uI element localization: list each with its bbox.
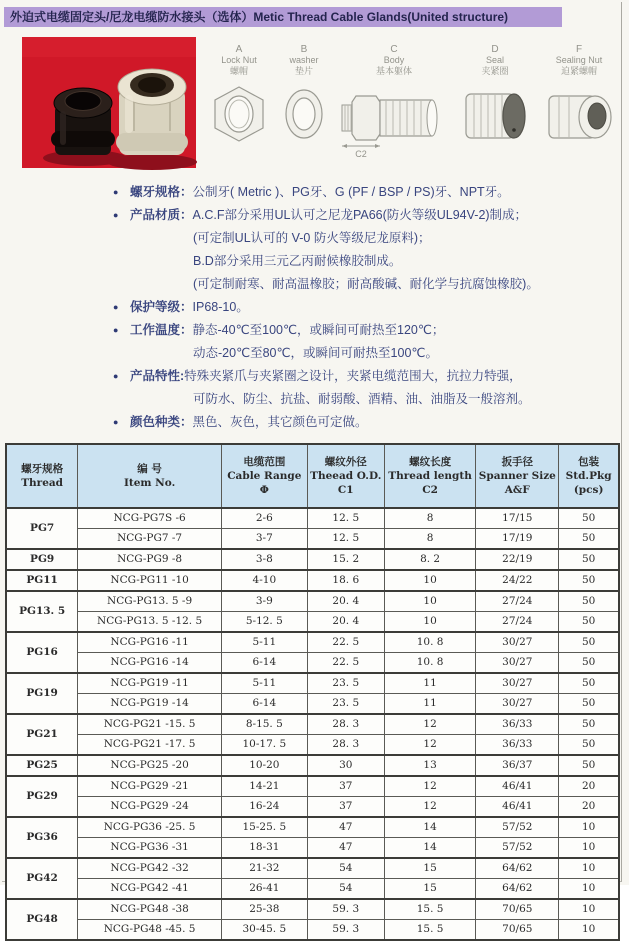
cell-std-pkg: 20 [559,776,619,797]
spec-item [112,296,624,319]
cell-thread-od: 54 [307,879,384,900]
cell-thread-length: 8. 2 [384,549,476,570]
cell-spanner-size: 64/62 [476,879,559,900]
cell-item-no: NCG-PG25 -20 [78,755,222,776]
cell-thread-length: 8 [384,529,476,550]
cell-spanner-size: 36/37 [476,755,559,776]
thread-group-cell: PG29 [6,776,78,817]
cell-item-no: NCG-PG19 -14 [78,694,222,715]
thread-group-cell: PG42 [6,858,78,899]
cell-cable-range: 2-6 [221,508,307,529]
table-row [6,755,619,776]
cell-cable-range: 5-11 [221,673,307,694]
cell-item-no: NCG-PG36 -31 [78,838,222,859]
cell-cable-range: 6-14 [221,694,307,715]
table-row [6,612,619,633]
cell-std-pkg: 50 [559,508,619,529]
cell-thread-length: 10. 8 [384,653,476,674]
spec-text: IP68-10。 [192,300,249,314]
table-row [6,591,619,612]
spec-line [130,411,624,434]
column-header: 编 号 Item No. [78,444,222,508]
part-letter: C [390,44,398,55]
spec-table-header-row [6,444,619,508]
cell-thread-length: 12 [384,714,476,735]
cell-item-no: NCG-PG36 -25. 5 [78,817,222,838]
cell-std-pkg: 10 [559,899,619,920]
seal-drawing [456,83,534,145]
cell-item-no: NCG-PG42 -41 [78,879,222,900]
spec-label: 产品材质： [130,208,193,222]
cell-thread-od: 37 [307,797,384,818]
part-name-cn: 垫片 [294,66,313,76]
diagram-part-seal [454,44,536,169]
cell-std-pkg: 20 [559,797,619,818]
spec-table [5,443,620,941]
diagram-part-washer [274,44,334,169]
dimension-label-c2: C2 [355,149,367,159]
cell-std-pkg: 50 [559,755,619,776]
spec-line [130,296,624,319]
thread-group-cell: PG36 [6,817,78,858]
table-row [6,653,619,674]
thread-group-cell: PG19 [6,673,78,714]
cell-std-pkg: 50 [559,570,619,591]
cell-thread-od: 47 [307,817,384,838]
cell-std-pkg: 50 [559,714,619,735]
cell-thread-length: 15 [384,879,476,900]
cell-cable-range: 8-15. 5 [221,714,307,735]
part-name-en: Body [383,55,405,65]
cell-cable-range: 18-31 [221,838,307,859]
diagram-part-body [334,44,454,169]
cell-spanner-size: 36/33 [476,714,559,735]
part-name-en: Lock Nut [221,55,257,65]
cell-item-no: NCG-PG29 -24 [78,797,222,818]
cell-cable-range: 30-45. 5 [221,920,307,941]
column-header: 包装 Std.Pkg (pcs) [559,444,619,508]
spec-line: (可定制UL认可的 V-0 防火等级尼龙原料)； [193,231,431,245]
table-row [6,797,619,818]
spec-item [112,411,624,434]
cell-item-no: NCG-PG9 -8 [78,549,222,570]
cell-item-no: NCG-PG16 -11 [78,632,222,653]
cell-item-no: NCG-PG11 -10 [78,570,222,591]
cell-spanner-size: 22/19 [476,549,559,570]
table-row [6,838,619,859]
cell-std-pkg: 50 [559,694,619,715]
part-name-en: Seal [485,55,504,65]
spec-line: B.D部分采用三元乙丙耐候橡胶制成。 [193,254,402,268]
cell-item-no: NCG-PG7S -6 [78,508,222,529]
spec-item [112,204,624,296]
cell-thread-od: 20. 4 [307,591,384,612]
cell-thread-od: 23. 5 [307,694,384,715]
table-row [6,714,619,735]
part-name-cn: 基本躯体 [375,66,412,76]
cell-thread-od: 22. 5 [307,632,384,653]
cell-thread-length: 14 [384,817,476,838]
table-row [6,529,619,550]
table-row [6,879,619,900]
cell-thread-length: 12 [384,776,476,797]
part-name-en: washer [289,55,319,65]
bullet-icon: ● [113,325,119,335]
cell-cable-range: 21-32 [221,858,307,879]
cell-thread-length: 13 [384,755,476,776]
page-title: 外迫式电缆固定头/尼龙电缆防水接头（选体）Metic Thread Cable Glands(United structure) [4,7,562,27]
cell-thread-od: 22. 5 [307,653,384,674]
table-row [6,673,619,694]
thread-group-cell: PG11 [6,570,78,591]
part-name-en: Sealing Nut [555,55,603,65]
spec-item [112,181,624,204]
table-row [6,858,619,879]
spec-line: (可定制耐寒、耐高温橡胶；耐高酸碱、耐化学与抗腐蚀橡胶)。 [193,277,539,291]
cell-thread-length: 15 [384,858,476,879]
product-photo [22,37,196,168]
washer-drawing [275,83,333,145]
cell-item-no: NCG-PG16 -14 [78,653,222,674]
part-name-cn: 螺帽 [229,66,248,76]
thread-group-cell: PG16 [6,632,78,673]
cell-thread-od: 54 [307,858,384,879]
table-row [6,817,619,838]
thread-group-cell: PG9 [6,549,78,570]
cell-cable-range: 6-14 [221,653,307,674]
cell-thread-length: 11 [384,694,476,715]
cell-std-pkg: 50 [559,673,619,694]
part-letter: F [575,44,583,55]
thread-group-cell: PG21 [6,714,78,755]
cell-item-no: NCG-PG42 -32 [78,858,222,879]
part-letter: B [300,44,308,55]
bullet-icon: ● [113,302,119,312]
table-row [6,735,619,756]
column-header: 螺纹长度 Thread length C2 [384,444,476,508]
cell-thread-od: 12. 5 [307,529,384,550]
part-letter: D [491,44,499,55]
cell-std-pkg: 50 [559,735,619,756]
spec-label: 保护等级： [130,300,193,314]
cell-thread-od: 30 [307,755,384,776]
cell-std-pkg: 50 [559,632,619,653]
spec-text: 特殊夹紧爪与夹紧圈之设计，夹紧电缆范围大，抗拉力特强， [184,369,522,383]
cell-thread-length: 12 [384,735,476,756]
thread-group-cell: PG48 [6,899,78,940]
spec-label: 螺牙规格： [130,185,193,199]
cell-thread-length: 15. 5 [384,920,476,941]
spec-line [130,181,624,204]
cell-cable-range: 14-21 [221,776,307,797]
body-drawing [335,83,453,159]
cell-thread-od: 15. 2 [307,549,384,570]
cell-thread-length: 15. 5 [384,899,476,920]
column-header: 螺纹外径 Theead O.D. C1 [307,444,384,508]
cell-spanner-size: 17/19 [476,529,559,550]
spec-text: A.C.F部分采用UL认可之尼龙PA66(防火等级UL94V-2)制成； [192,208,528,222]
cell-cable-range: 3-8 [221,549,307,570]
cell-std-pkg: 10 [559,817,619,838]
cell-cable-range: 10-17. 5 [221,735,307,756]
cell-item-no: NCG-PG48 -38 [78,899,222,920]
cell-spanner-size: 30/27 [476,632,559,653]
cell-std-pkg: 10 [559,879,619,900]
spec-text: 静态-40℃至100℃，或瞬间可耐热至120℃； [192,323,445,337]
cell-thread-od: 12. 5 [307,508,384,529]
lock-nut-drawing [207,83,271,145]
cell-item-no: NCG-PG21 -17. 5 [78,735,222,756]
cell-thread-length: 8 [384,508,476,529]
cell-item-no: NCG-PG13. 5 -9 [78,591,222,612]
cell-spanner-size: 57/52 [476,838,559,859]
spec-item [112,365,624,411]
cell-thread-length: 12 [384,797,476,818]
part-letter: A [235,44,243,55]
cell-cable-range: 16-24 [221,797,307,818]
cell-thread-length: 11 [384,673,476,694]
cell-item-no: NCG-PG19 -11 [78,673,222,694]
cell-std-pkg: 50 [559,612,619,633]
thread-group-cell: PG7 [6,508,78,549]
cell-item-no: NCG-PG7 -7 [78,529,222,550]
cell-spanner-size: 24/22 [476,570,559,591]
cell-thread-length: 14 [384,838,476,859]
table-row [6,632,619,653]
spec-list [112,181,624,434]
cell-item-no: NCG-PG29 -21 [78,776,222,797]
cell-thread-od: 28. 3 [307,714,384,735]
table-row [6,694,619,715]
diagram-part-lock-nut [204,44,274,169]
column-header: 电缆范围 Cable Range Φ [221,444,307,508]
thread-group-cell: PG13. 5 [6,591,78,632]
cell-thread-od: 59. 3 [307,920,384,941]
sealing-nut-drawing [539,83,619,145]
cell-cable-range: 5-12. 5 [221,612,307,633]
table-row [6,920,619,941]
cell-spanner-size: 46/41 [476,776,559,797]
column-header: 螺牙规格 Thread [6,444,78,508]
spec-item [112,319,624,365]
bullet-icon: ● [113,417,119,427]
spec-line [130,204,624,227]
cell-thread-length: 10. 8 [384,632,476,653]
cell-spanner-size: 27/24 [476,612,559,633]
diagram-part-sealing-nut [536,44,622,169]
cell-thread-od: 18. 6 [307,570,384,591]
thread-group-cell: PG25 [6,755,78,776]
spec-text: 黑色、灰色，其它颜色可定做。 [192,415,368,429]
cell-cable-range: 15-25. 5 [221,817,307,838]
spec-label: 颜色种类： [130,415,193,429]
cell-thread-length: 10 [384,570,476,591]
part-name-cn: 迫紧螺帽 [560,66,597,76]
cell-spanner-size: 46/41 [476,797,559,818]
cell-cable-range: 26-41 [221,879,307,900]
column-header: 扳手径 Spanner Size A&F [476,444,559,508]
cell-spanner-size: 30/27 [476,673,559,694]
cell-std-pkg: 50 [559,653,619,674]
cell-cable-range: 3-9 [221,591,307,612]
cell-std-pkg: 10 [559,838,619,859]
cell-cable-range: 4-10 [221,570,307,591]
spec-line: 可防水、防尘、抗盐、耐弱酸、酒精、油、油脂及一般溶剂。 [193,392,531,406]
cell-spanner-size: 27/24 [476,591,559,612]
cell-std-pkg: 50 [559,529,619,550]
cell-spanner-size: 70/65 [476,920,559,941]
spec-label: 产品特性: [130,369,185,383]
spec-label: 工作温度： [130,323,193,337]
cell-spanner-size: 30/27 [476,653,559,674]
cell-thread-od: 59. 3 [307,899,384,920]
cell-thread-od: 37 [307,776,384,797]
cell-spanner-size: 70/65 [476,899,559,920]
table-row [6,776,619,797]
spec-line [130,365,624,388]
cell-thread-length: 10 [384,612,476,633]
cell-item-no: NCG-PG48 -45. 5 [78,920,222,941]
spec-line: 动态-20℃至80℃，或瞬间可耐热至100℃。 [193,346,438,360]
cell-std-pkg: 10 [559,920,619,941]
bullet-icon: ● [113,371,119,381]
cell-spanner-size: 30/27 [476,694,559,715]
table-row [6,549,619,570]
spec-text: 公制牙( Metric )、PG牙、G (PF / BSP / PS)牙、NPT牙。 [192,185,510,199]
cell-item-no: NCG-PG13. 5 -12. 5 [78,612,222,633]
cell-cable-range: 25-38 [221,899,307,920]
cell-spanner-size: 64/62 [476,858,559,879]
cell-spanner-size: 36/33 [476,735,559,756]
cell-thread-length: 10 [384,591,476,612]
cell-thread-od: 23. 5 [307,673,384,694]
table-row [6,899,619,920]
table-row [6,570,619,591]
bullet-icon: ● [113,187,119,197]
cell-thread-od: 47 [307,838,384,859]
part-name-cn: 夹紧圈 [481,66,509,76]
cell-spanner-size: 17/15 [476,508,559,529]
spec-table-body [6,508,619,940]
cell-thread-od: 20. 4 [307,612,384,633]
cell-spanner-size: 57/52 [476,817,559,838]
parts-diagram [204,44,622,169]
bullet-icon: ● [113,210,119,220]
cell-thread-od: 28. 3 [307,735,384,756]
cell-cable-range: 5-11 [221,632,307,653]
cell-cable-range: 10-20 [221,755,307,776]
cell-item-no: NCG-PG21 -15. 5 [78,714,222,735]
cell-std-pkg: 50 [559,591,619,612]
cell-cable-range: 3-7 [221,529,307,550]
table-row [6,508,619,529]
cell-std-pkg: 50 [559,549,619,570]
cell-std-pkg: 10 [559,858,619,879]
spec-line [130,319,624,342]
